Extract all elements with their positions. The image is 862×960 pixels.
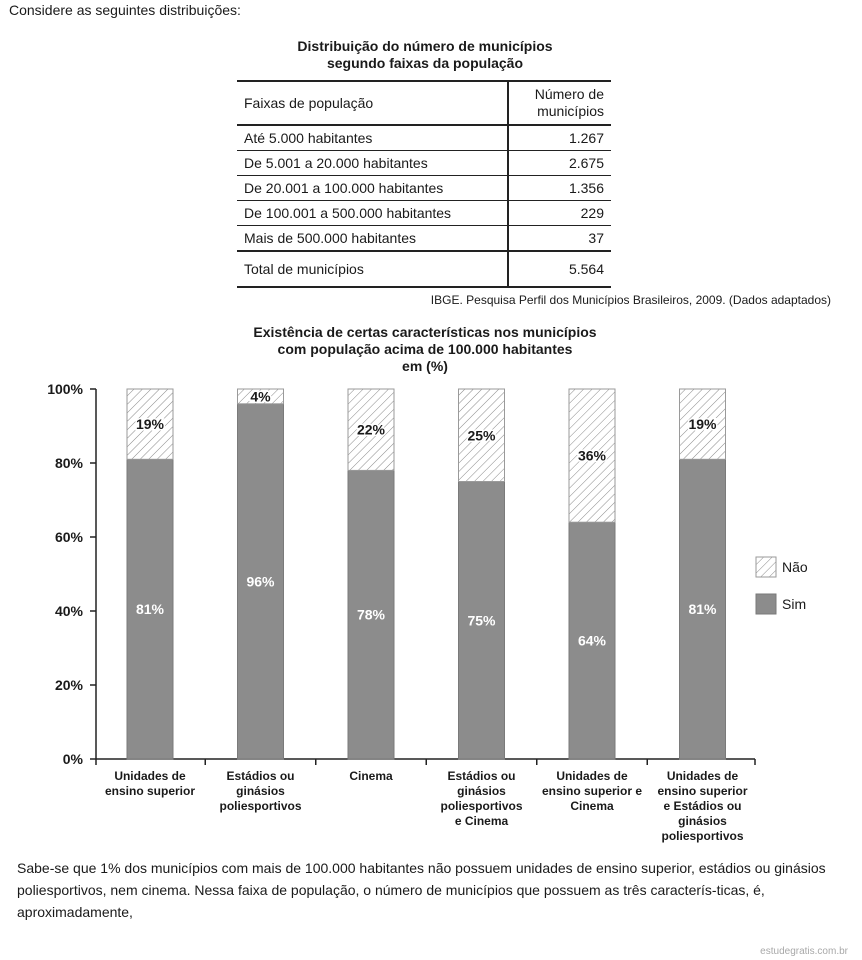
x-category-label: ensino superior [104, 784, 196, 798]
header-col2 [508, 81, 611, 125]
source-citation: IBGE. Pesquisa Perfil dos Municípios Brasileiros, 2009. (Dados adaptados) [430, 293, 831, 307]
row-value: 1.267 [508, 125, 611, 151]
bar-nao-label: 19% [135, 416, 165, 433]
y-tick-label: 60% [54, 529, 83, 545]
legend-swatch-nao [756, 557, 776, 577]
x-category-label: ensino superior e [541, 784, 643, 798]
y-tick-label: 0% [62, 751, 83, 767]
watermark: estudegratis.com.br [760, 946, 848, 957]
table-title-line1: Distribuição do número de municípios [297, 38, 553, 54]
bar-sim-label: 75% [467, 612, 496, 629]
row-value: 2.675 [508, 151, 611, 176]
y-tick-label: 100% [47, 381, 83, 397]
row-value: 229 [508, 201, 611, 226]
table-total-row [237, 251, 611, 287]
x-category-label: poliesportivos [661, 829, 744, 843]
legend-swatch-sim [756, 594, 776, 614]
bar-nao-label: 25% [467, 427, 496, 444]
row-label: De 100.001 a 500.000 habitantes [237, 201, 508, 226]
chart-title-line1: Existência de certas características nos municípios [253, 324, 597, 340]
x-category-label: poliesportivos [219, 799, 302, 813]
total-value: 5.564 [508, 251, 611, 287]
x-category-label: Cinema [570, 799, 614, 813]
table-title-line2: segundo faixas da população [326, 55, 524, 71]
row-value: 1.356 [508, 176, 611, 201]
bar-nao-label: 4% [250, 388, 271, 405]
bar-sim-label: 81% [688, 601, 717, 618]
x-category-label: e Cinema [454, 814, 509, 828]
bar-sim-label: 78% [356, 606, 386, 623]
x-category-label: poliesportivos [440, 799, 523, 813]
x-category-label: ginásios [457, 784, 506, 798]
x-category-label: Estádios ou [226, 769, 295, 783]
x-category-label: Unidades de [114, 769, 186, 783]
x-category-label: ensino superior [657, 784, 748, 798]
row-label: Mais de 500.000 habitantes [237, 226, 508, 252]
table-row [237, 176, 611, 201]
row-label: De 20.001 a 100.000 habitantes [237, 176, 508, 201]
distribution-table [237, 80, 611, 288]
chart-title-line3: em (%) [402, 358, 448, 374]
x-category-label: ginásios [678, 814, 727, 828]
chart-title-line2: com população acima de 100.000 habitantes [277, 341, 573, 357]
bar-sim-label: 96% [246, 573, 275, 590]
y-tick-label: 20% [54, 677, 83, 693]
x-category-label: Cinema [349, 769, 393, 783]
x-category-label: Estádios ou [447, 769, 516, 783]
table-title [0, 38, 850, 72]
bar-sim-label: 64% [577, 632, 607, 649]
x-category-label: Unidades de [666, 769, 739, 783]
table-row [237, 201, 611, 226]
bar-nao-label: 36% [577, 447, 607, 464]
y-tick-label: 40% [54, 603, 83, 619]
total-label: Total de municípios [237, 251, 508, 287]
row-label: Até 5.000 habitantes [237, 125, 508, 151]
legend-label-nao: Não [782, 559, 808, 575]
stacked-bar-chart [0, 370, 862, 855]
header-col1: Faixas de população [237, 81, 508, 125]
bar-nao-label: 22% [356, 421, 386, 438]
x-category-label: ginásios [236, 784, 285, 798]
table-row [237, 151, 611, 176]
table-header-row [237, 81, 611, 125]
intro-text: Considere as seguintes distribuições: [9, 2, 241, 18]
bar-sim-label: 81% [135, 601, 165, 618]
legend-label-sim: Sim [782, 596, 807, 612]
header-col2-line2: municípios [537, 103, 604, 119]
y-tick-label: 80% [54, 455, 83, 471]
row-value: 37 [508, 226, 611, 252]
table-row [237, 226, 611, 252]
bar-nao-label: 19% [688, 416, 717, 433]
chart-title [0, 324, 850, 375]
header-col2-line1: Número de [534, 86, 604, 102]
x-category-label: e Estádios ou [663, 799, 742, 813]
question-text: Sabe-se que 1% dos municípios com mais de 100.000 habitantes não possuem unidades de ensino superior, estádios ou ginásios poliesportivos, nem cinema. Nessa faixa de população, o número de municípios que possuem as três caracterís-ticas, é, aproximadamente, [17, 860, 826, 920]
table-row [237, 125, 611, 151]
x-category-label: Unidades de [556, 769, 628, 783]
row-label: De 5.001 a 20.000 habitantes [237, 151, 508, 176]
